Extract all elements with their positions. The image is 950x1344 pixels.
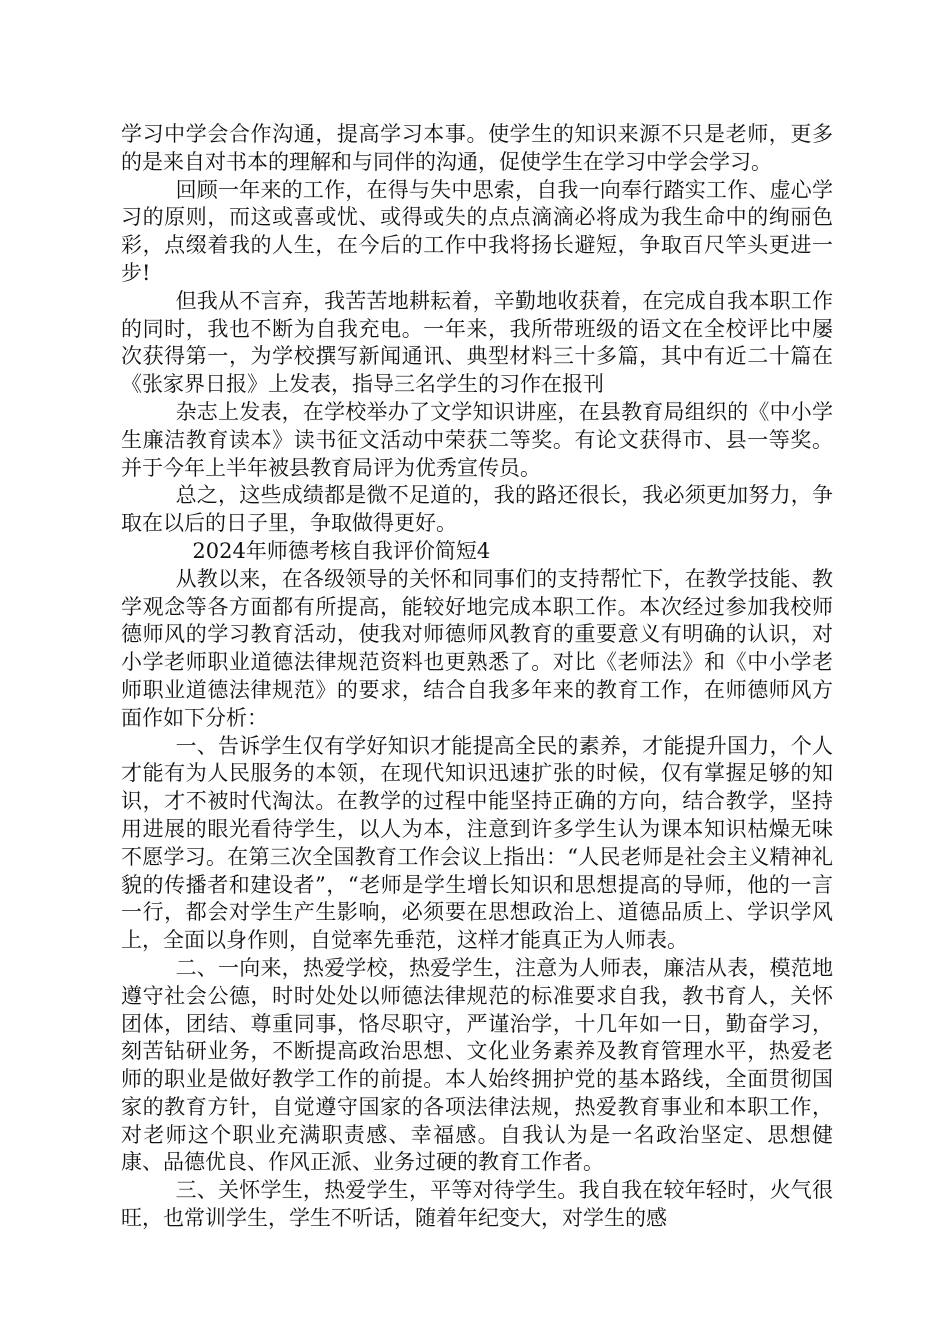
- document-body: [121, 121, 833, 1233]
- paragraph-introduction: 从教以来，在各级领导的关怀和同事们的支持帮忙下，在教学技能、教学观念等各方面都有所提高，能较好地完成本职工作。本次经过参加我校师德师风的学习教育活动，使我对师德师风教育的重要意义有明确的认识，对小学老师职业道德法律规范资料也更熟悉了。对比《老师法》和《中小学老师职业道德法律规范》的要求，结合自我多年来的教育工作，在师德师风方面作如下分析：: [121, 566, 833, 730]
- paragraph-achievements: 杂志上发表，在学校举办了文学知识讲座，在县教育局组织的《中小学生廉洁教育读本》读书征文活动中荣获二等奖。有论文获得市、县一等奖。并于今年上半年被县教育局评为优秀宣传员。: [121, 399, 833, 480]
- paragraph-self-improvement: 但我从不言弃，我苦苦地耕耘着，辛勤地收获着，在完成自我本职工作的同时，我也不断为自我充电。一年来，我所带班级的语文在全校评比中屡次获得第一，为学校撰写新闻通讯、典型材料三十多篇，其中有近二十篇在《张家界日报》上发表，指导三名学生的习作在报刊: [121, 288, 833, 397]
- paragraph-continued: 学习中学会合作沟通，提高学习本事。使学生的知识来源不只是老师，更多的是来自对书本的理解和与同伴的沟通，促使学生在学习中学会学习。: [121, 122, 833, 174]
- paragraph-review: 回顾一年来的工作，在得与失中思索，自我一向奉行踏实工作、虚心学习的原则，而这或喜或忧、或得或失的点点滴滴必将成为我生命中的绚丽色彩，点缀着我的人生，在今后的工作中我将扬长避短，争取百尺竿头更进一步!: [121, 177, 833, 285]
- paragraph-point-three: 三、关怀学生，热爱学生，平等对待学生。我自我在较年轻时，火气很旺，也常训学生，学生不听话，随着年纪变大，对学生的感: [121, 1178, 833, 1231]
- paragraph-summary: 总之，这些成绩都是微不足道的，我的路还很长，我必须更加努力，争取在以后的日子里，争取做得更好。: [121, 483, 833, 536]
- paragraph-point-two: 二、一向来，热爱学校，热爱学生，注意为人师表，廉洁从表，模范地遵守社会公德，时时处处以师德法律规范的标准要求自我，教书育人，关怀团体，团结、尊重同事，恪尽职守，严谨治学，十几年如一日，勤奋学习，刻苦钻研业务，不断提高政治思想、文化业务素养及教育管理水平，热爱老师的职业是做好教学工作的前提。本人始终拥护党的基本路线，全面贯彻国家的教育方针，自觉遵守国家的各项法律法规，热爱教育事业和本职工作，对老师这个职业充满职责感、幸福感。自我认为是一名政治坚定、思想健康、品德优良、作风正派、业务过硬的教育工作者。: [121, 955, 833, 1175]
- paragraph-point-one: 一、告诉学生仅有学好知识才能提高全民的素养，才能提升国力，个人才能有为人民服务的本领，在现代知识迅速扩张的时候，仅有掌握足够的知识，才不被时代淘汰。在教学的过程中能坚持正确的方向，结合教学，坚持用进展的眼光看待学生，以人为本，注意到许多学生认为课本知识枯燥无味不愿学习。在第三次全国教育工作会议上指出：“人民老师是社会主义精神礼貌的传播者和建设者”，“老师是学生增长知识和思想提高的导师，他的一言一行，都会对学生产生影响，必须要在思想政治上、道德品质上、学识学风上，全面以身作则，自觉率先垂范，这样才能真正为人师表。: [121, 733, 833, 953]
- section-heading: 2024年师德考核自我评价简短4: [192, 538, 491, 563]
